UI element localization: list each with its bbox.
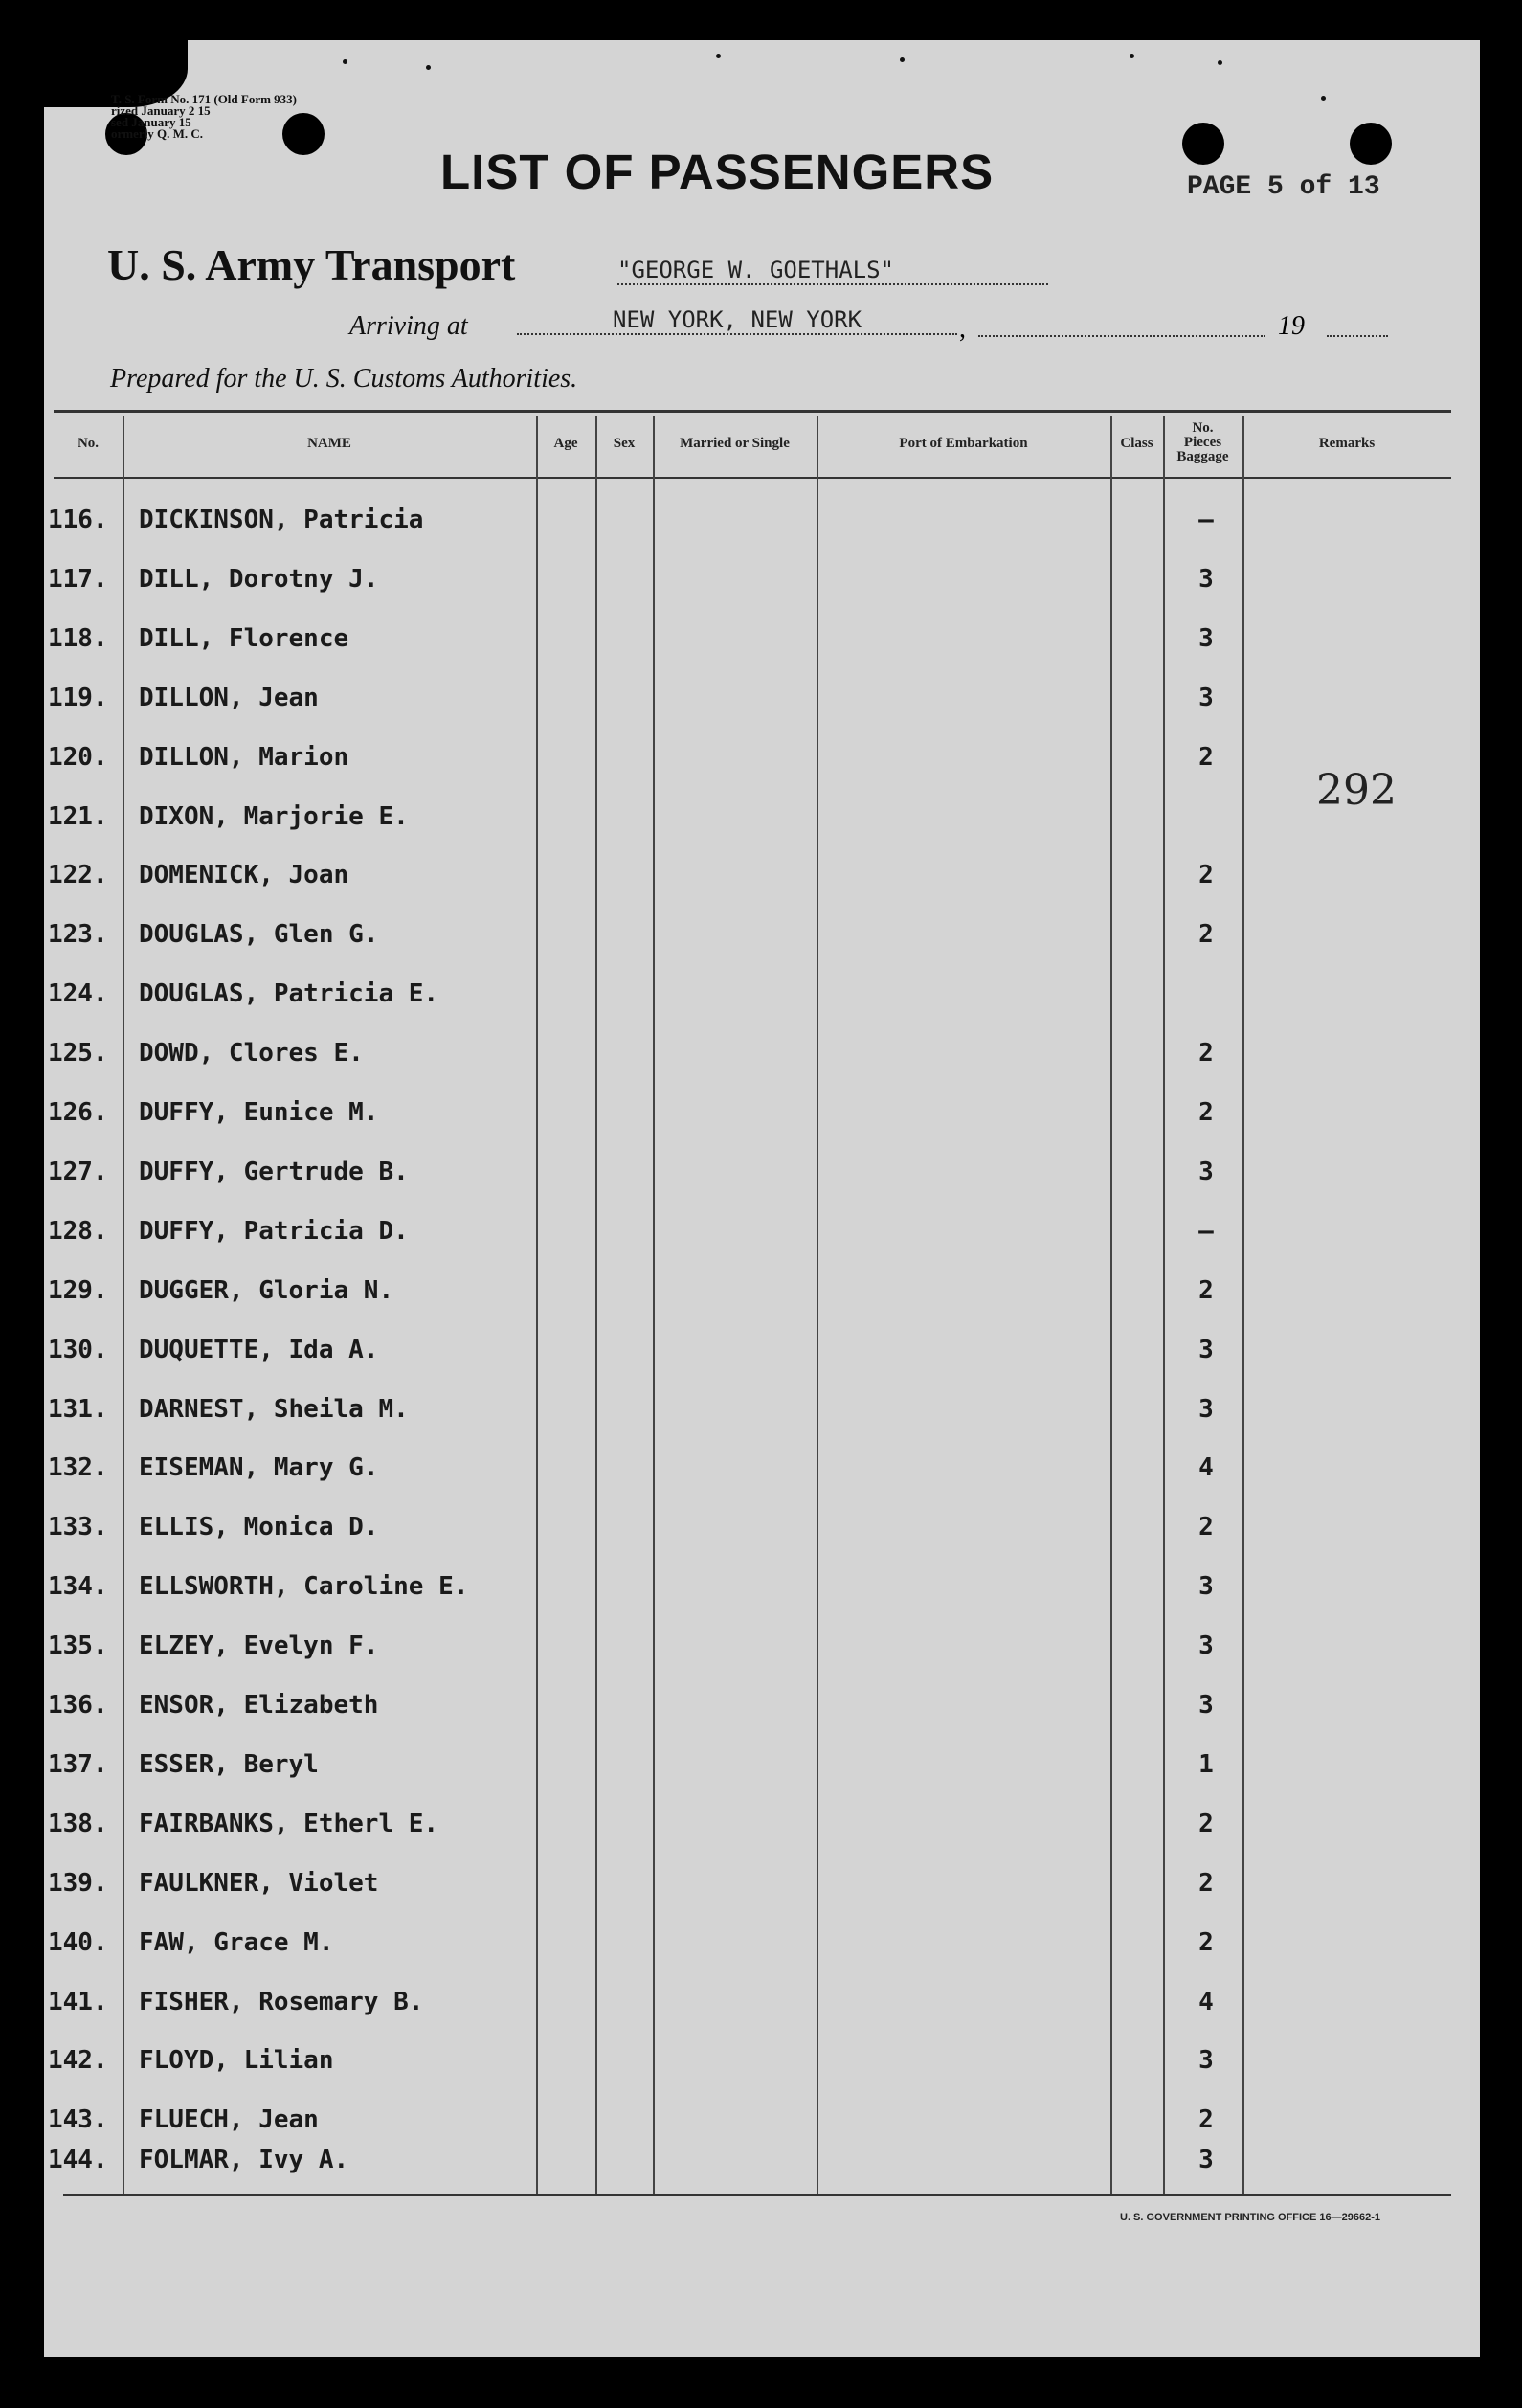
col-header-port: Port of Embarkation [899, 436, 1028, 451]
passenger-name: FAULKNER, Violet [139, 1869, 379, 1898]
passenger-name: ELLIS, Monica D. [139, 1513, 379, 1542]
row-number: 120. [48, 743, 108, 772]
row-number: 126. [48, 1098, 108, 1127]
baggage-count: 2 [1198, 2105, 1214, 2134]
row-number: 137. [48, 1750, 108, 1779]
passenger-name: FISHER, Rosemary B. [139, 1988, 424, 2016]
col-header-remarks: Remarks [1318, 436, 1376, 451]
baggage-count: 2 [1198, 1276, 1214, 1305]
row-number: 133. [48, 1513, 108, 1542]
row-number: 116. [48, 506, 108, 534]
row-number: 135. [48, 1632, 108, 1660]
row-number: 138. [48, 1810, 108, 1838]
row-number: 121. [48, 802, 108, 831]
baggage-count: 3 [1198, 1691, 1214, 1720]
passenger-name: ELLSWORTH, Caroline E. [139, 1572, 469, 1601]
baggage-count: 3 [1198, 1572, 1214, 1601]
row-number: 136. [48, 1691, 108, 1720]
speck [1321, 96, 1326, 101]
row-number: 127. [48, 1158, 108, 1186]
col-header-name: NAME [307, 436, 351, 451]
table-top-rule [54, 410, 1451, 413]
col-divider-port [1110, 416, 1112, 2194]
passenger-name: DUGGER, Gloria N. [139, 1276, 394, 1305]
form-line: T. S. Form No. 171 (Old Form 933) [111, 92, 298, 106]
punch-hole-right-1 [1182, 123, 1224, 165]
baggage-count: 3 [1198, 1158, 1214, 1186]
passenger-name: FAW, Grace M. [139, 1928, 334, 1957]
row-number: 131. [48, 1395, 108, 1424]
baggage-header-line: Baggage [1176, 449, 1229, 464]
form-line: ormerly Q. M. C. [111, 126, 204, 141]
passenger-name: FLUECH, Jean [139, 2105, 319, 2134]
passenger-name: ESSER, Beryl [139, 1750, 319, 1779]
row-number: 118. [48, 624, 108, 653]
col-divider-married [817, 416, 818, 2194]
baggage-count: — [1198, 506, 1214, 534]
year-blank [1327, 335, 1388, 337]
transport-label: U. S. Army Transport [107, 240, 516, 289]
col-divider-age [595, 416, 597, 2194]
col-divider-name [536, 416, 538, 2194]
passenger-name: FOLMAR, Ivy A. [139, 2146, 349, 2174]
col-header-married: Married or Single [680, 436, 790, 451]
baggage-count: 2 [1198, 743, 1214, 772]
arriving-label: Arriving at [349, 311, 468, 341]
speck [426, 65, 431, 70]
passenger-name: ENSOR, Elizabeth [139, 1691, 379, 1720]
punch-hole-right-2 [1350, 123, 1392, 165]
form-line: rized January 2 15 [111, 103, 211, 118]
passenger-name: DUFFY, Patricia D. [139, 1217, 409, 1246]
comma: , [959, 314, 966, 344]
baggage-count: 3 [1198, 1395, 1214, 1424]
baggage-count: 4 [1198, 1988, 1214, 2016]
passenger-name: DILLON, Marion [139, 743, 349, 772]
speck [1218, 60, 1222, 65]
speck [900, 57, 905, 62]
row-number: 119. [48, 684, 108, 712]
row-number: 128. [48, 1217, 108, 1246]
baggage-count: 3 [1198, 2146, 1214, 2174]
row-number: 143. [48, 2105, 108, 2134]
form-number-block [111, 94, 297, 140]
col-header-baggage [1163, 421, 1242, 464]
baggage-count: 3 [1198, 624, 1214, 653]
col-header-age: Age [553, 436, 578, 451]
row-number: 141. [48, 1988, 108, 2016]
passenger-name: FLOYD, Lilian [139, 2046, 334, 2075]
row-number: 142. [48, 2046, 108, 2075]
baggage-count: 3 [1198, 2046, 1214, 2075]
col-header-no: No. [77, 436, 100, 451]
ship-name [617, 257, 1048, 285]
passenger-name: FAIRBANKS, Etherl E. [139, 1810, 439, 1838]
row-number: 132. [48, 1453, 108, 1482]
passenger-name: DILL, Florence [139, 624, 349, 653]
printing-office-footer: U. S. GOVERNMENT PRINTING OFFICE 16—29662-1 [1120, 2212, 1381, 2223]
baggage-count: 2 [1198, 1513, 1214, 1542]
passenger-name: DUFFY, Gertrude B. [139, 1158, 409, 1186]
passenger-name: DOUGLAS, Glen G. [139, 920, 379, 949]
passenger-name: ELZEY, Evelyn F. [139, 1632, 379, 1660]
form-line: sed January 15 [111, 115, 191, 129]
col-header-class: Class [1120, 436, 1153, 451]
baggage-count: 2 [1198, 920, 1214, 949]
row-number: 122. [48, 861, 108, 889]
speck [716, 54, 721, 58]
row-number: 130. [48, 1336, 108, 1364]
baggage-count: 3 [1198, 684, 1214, 712]
baggage-count: 2 [1198, 1039, 1214, 1068]
passenger-name: DUQUETTE, Ida A. [139, 1336, 379, 1364]
baggage-count: 2 [1198, 861, 1214, 889]
baggage-count: 1 [1198, 1750, 1214, 1779]
row-number: 139. [48, 1869, 108, 1898]
row-number: 123. [48, 920, 108, 949]
passenger-name: DOMENICK, Joan [139, 861, 349, 889]
col-divider-baggage [1242, 416, 1244, 2194]
year-prefix: 19 [1278, 311, 1305, 341]
row-number: 144. [48, 2146, 108, 2174]
row-number: 134. [48, 1572, 108, 1601]
row-number: 124. [48, 979, 108, 1008]
table-bottom-rule [63, 2194, 1451, 2196]
ship-name-text: "GEORGE W. GOETHALS" [617, 257, 894, 283]
speck [1130, 54, 1134, 58]
baggage-count: 3 [1198, 1632, 1214, 1660]
arrival-port: NEW YORK, NEW YORK [517, 306, 957, 335]
baggage-header-line: Pieces [1183, 435, 1222, 450]
passenger-name: DOWD, Clores E. [139, 1039, 364, 1068]
page-title: LIST OF PASSENGERS [440, 145, 995, 199]
baggage-count: 2 [1198, 1098, 1214, 1127]
row-number: 125. [48, 1039, 108, 1068]
passenger-name: DILL, Dorotny J. [139, 565, 379, 594]
baggage-count: 2 [1198, 1810, 1214, 1838]
col-divider-sex [653, 416, 655, 2194]
prepared-for: Prepared for the U. S. Customs Authorities. [110, 364, 578, 394]
passenger-name: DICKINSON, Patricia [139, 506, 424, 534]
baggage-count: 3 [1198, 565, 1214, 594]
baggage-count: — [1198, 1217, 1214, 1246]
row-number: 140. [48, 1928, 108, 1957]
baggage-count: 3 [1198, 1336, 1214, 1364]
passenger-name: DILLON, Jean [139, 684, 319, 712]
date-blank [978, 335, 1265, 337]
col-divider-no [123, 416, 124, 2194]
remarks-annotation: 292 [1316, 766, 1397, 815]
baggage-count: 2 [1198, 1869, 1214, 1898]
col-divider-class [1163, 416, 1165, 2194]
page-number: PAGE 5 of 13 [1187, 172, 1380, 202]
passenger-name: DARNEST, Sheila M. [139, 1395, 409, 1424]
row-number: 117. [48, 565, 108, 594]
header-bottom-rule [54, 477, 1451, 479]
baggage-count: 4 [1198, 1453, 1214, 1482]
baggage-header-line: No. [1192, 420, 1214, 436]
baggage-count: 2 [1198, 1928, 1214, 1957]
passenger-name: EISEMAN, Mary G. [139, 1453, 379, 1482]
col-header-sex: Sex [613, 436, 636, 451]
passenger-name: DOUGLAS, Patricia E. [139, 979, 439, 1008]
passenger-name: DIXON, Marjorie E. [139, 802, 409, 831]
row-number: 129. [48, 1276, 108, 1305]
speck [343, 59, 347, 64]
passenger-name: DUFFY, Eunice M. [139, 1098, 379, 1127]
